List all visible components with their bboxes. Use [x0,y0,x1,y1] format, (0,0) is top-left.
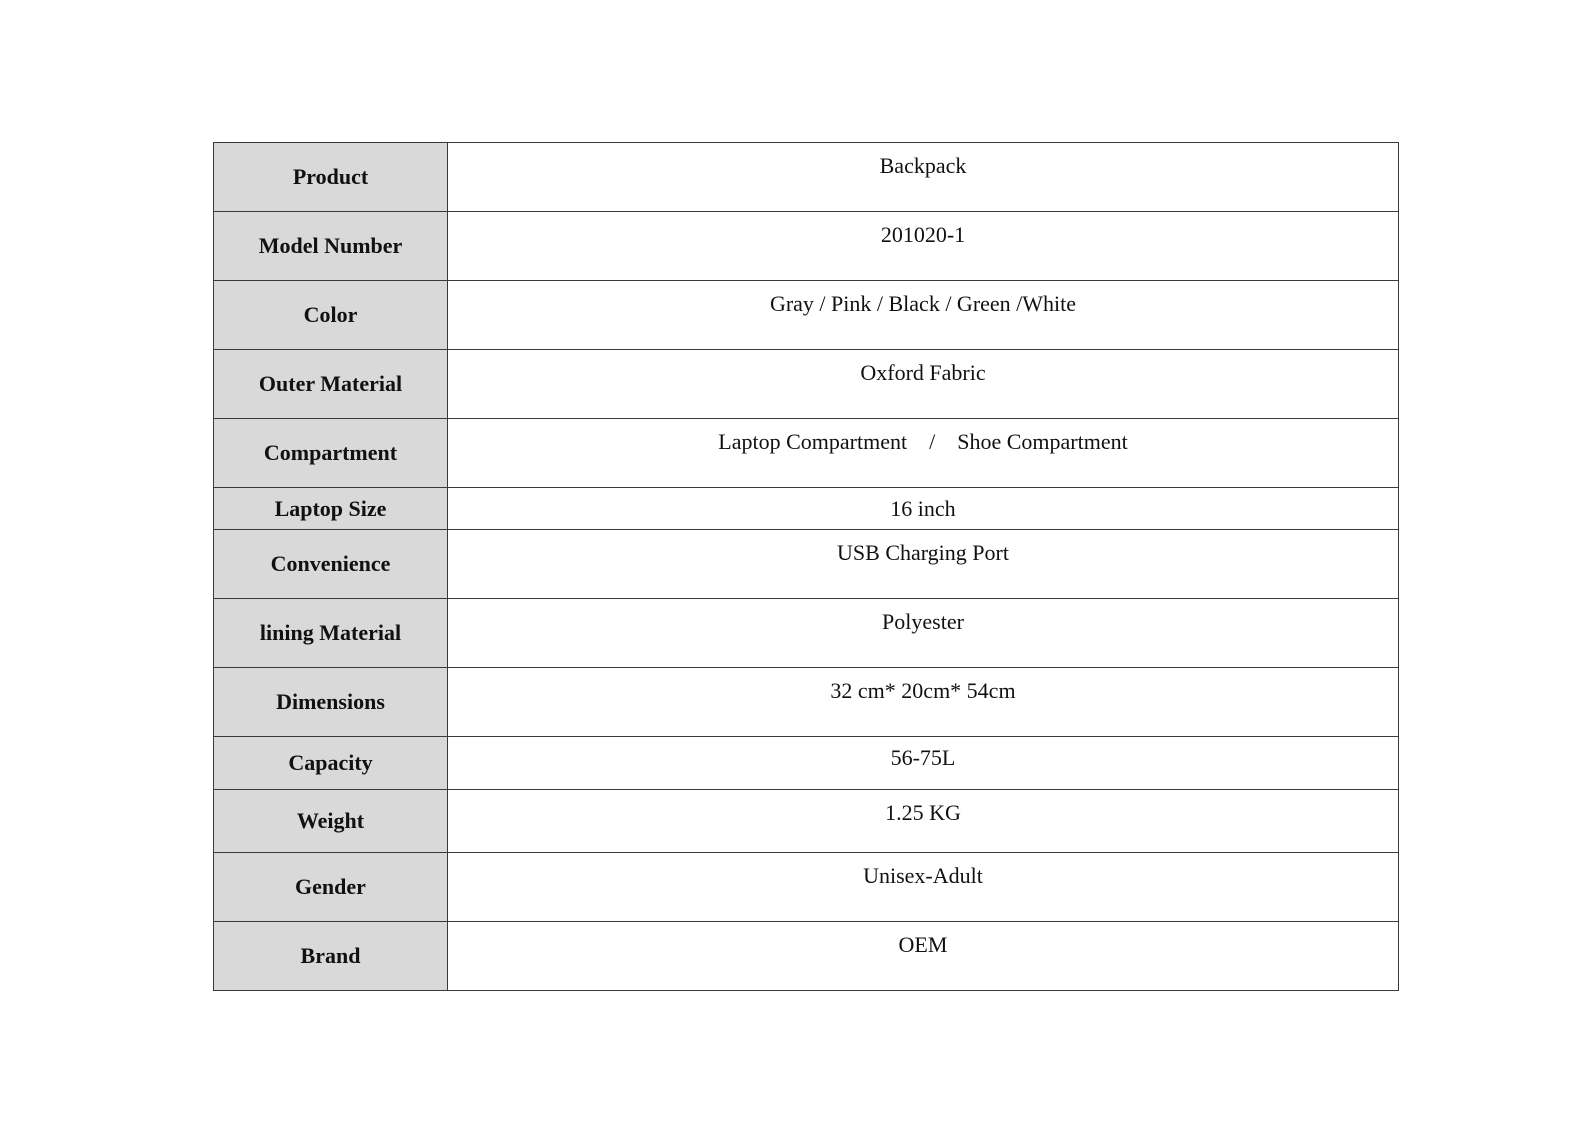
value-laptop-size: 16 inch [448,488,1399,530]
value-weight: 1.25 KG [448,790,1399,853]
value-compartment-separator: / [929,429,936,454]
table-row-model-number [214,212,1399,281]
value-product: Backpack [448,143,1399,212]
label-gender: Gender [214,853,448,922]
value-compartment-laptop: Laptop Compartment [718,429,908,454]
label-laptop-size: Laptop Size [214,488,448,530]
value-compartment [448,419,1399,488]
table-row-capacity [214,737,1399,790]
value-outer-material: Oxford Fabric [448,350,1399,419]
label-model-number: Model Number [214,212,448,281]
value-convenience: USB Charging Port [448,530,1399,599]
table-row-dimensions [214,668,1399,737]
label-outer-material: Outer Material [214,350,448,419]
table-row-lining-material [214,599,1399,668]
label-dimensions: Dimensions [214,668,448,737]
table-row-laptop-size [214,488,1399,530]
label-compartment: Compartment [214,419,448,488]
table-row-convenience [214,530,1399,599]
product-spec-table [213,142,1399,991]
value-color: Gray / Pink / Black / Green /White [448,281,1399,350]
value-gender: Unisex-Adult [448,853,1399,922]
value-dimensions: 32 cm* 20cm* 54cm [448,668,1399,737]
label-weight: Weight [214,790,448,853]
label-convenience: Convenience [214,530,448,599]
value-capacity: 56-75L [448,737,1399,790]
value-brand: OEM [448,922,1399,991]
label-color: Color [214,281,448,350]
value-model-number: 201020-1 [448,212,1399,281]
table-row-brand [214,922,1399,991]
label-brand: Brand [214,922,448,991]
table-row-compartment [214,419,1399,488]
table-row-gender [214,853,1399,922]
label-product: Product [214,143,448,212]
table-row-outer-material [214,350,1399,419]
label-capacity: Capacity [214,737,448,790]
value-lining-material: Polyester [448,599,1399,668]
table-row-weight [214,790,1399,853]
table-row-color [214,281,1399,350]
value-compartment-shoe: Shoe Compartment [957,429,1128,454]
label-lining-material: lining Material [214,599,448,668]
table-row-product [214,143,1399,212]
